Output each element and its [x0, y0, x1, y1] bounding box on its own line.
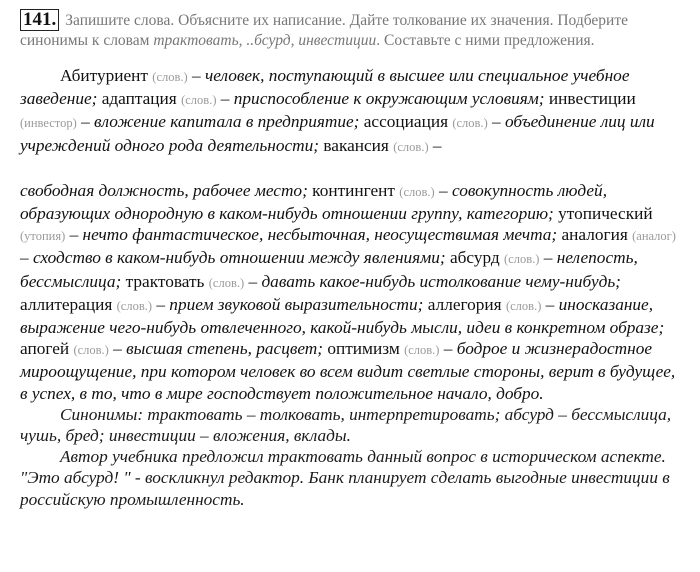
term-note: (утопия)	[20, 229, 66, 244]
definitions-paragraph-2	[20, 180, 686, 404]
term-note: (слов.)	[399, 184, 435, 199]
term-definition: свободная должность, рабочее место;	[20, 180, 308, 200]
task-number: 141.	[20, 9, 59, 31]
term-note: (слов.)	[181, 93, 217, 108]
term-note: (слов.)	[73, 343, 109, 358]
term-definition: – объединение лиц или учреждений одного рода деятельности;	[20, 112, 655, 155]
term-definition: – приспособление к окружающим условиям;	[216, 89, 545, 109]
term-definition: – иносказание, выражение чего-нибудь отвлеченного, какой-нибудь мысли, идеи в конкретном образе;	[20, 294, 665, 338]
term-word: инвестиции	[548, 89, 636, 109]
term-definition: – давать какое-нибудь истолкование чему-нибудь;	[244, 271, 621, 291]
term-word: апогей	[20, 339, 70, 359]
term-word: контингент	[312, 180, 395, 200]
term-definition: –	[428, 135, 442, 155]
task-words: трактовать, ..бсурд, инвестиции	[153, 32, 377, 49]
term-word: вакансия	[323, 135, 389, 155]
task-text: Запишите слова. Объясните их написание. Дайте толкование их значения. Подберите синонимы к словам	[20, 12, 628, 49]
term-note: (слов.)	[404, 343, 440, 358]
term-word: ассоциация	[363, 112, 449, 132]
term-note: (слов.)	[116, 298, 153, 313]
term-word: аллитерация	[20, 294, 113, 314]
term-word: Абитуриент	[60, 66, 148, 85]
term-note: (инвестор)	[20, 116, 77, 131]
term-note: (слов.)	[393, 139, 429, 154]
term-definition: – сходство в каком-нибудь отношении между явлениями;	[20, 248, 446, 268]
term-word: оптимизм	[327, 339, 400, 359]
term-definition: – совокупность людей, образующих однородную в каком-нибудь отношении группу, категорию;	[20, 180, 608, 224]
term-note: (слов.)	[505, 298, 542, 313]
term-word: утопический	[558, 204, 653, 224]
paragraph-gap	[20, 158, 686, 180]
term-definition: – нечто фантастическое, несбыточная, неосуществимая мечта;	[65, 225, 558, 245]
synonyms-paragraph: Синонимы: трактовать – толковать, интерпретировать; абсурд – бессмыслица, чушь, бред; инвестиции – вложения, вклады.	[20, 404, 672, 446]
definitions-paragraph-1	[20, 65, 686, 158]
term-note: (слов.)	[452, 116, 488, 131]
term-definition: – бодрое и жизнерадостное мироощущение, при котором человек во всем видит светлые стороны, верит в будущее, в успех, в то, что в мире господствует положительное начало, добро.	[20, 339, 676, 403]
term-word: аналогия	[561, 225, 628, 245]
term-definition: – прием звуковой выразительности;	[152, 294, 424, 314]
term-word: трактовать	[125, 271, 205, 291]
term-word: аллегория	[427, 294, 502, 314]
term-note: (слов.)	[504, 252, 540, 267]
term-note: (аналог)	[632, 229, 676, 244]
term-note: (слов.)	[152, 70, 188, 84]
term-definition: – высшая степень, расцвет;	[108, 339, 324, 359]
term-word: адаптация	[101, 89, 177, 109]
term-definition: – вложение капитала в предприятие;	[76, 112, 360, 132]
answer-body	[20, 65, 686, 510]
task-header	[20, 0, 686, 51]
term-note: (слов.)	[208, 275, 245, 290]
term-definition: – человек, поступающий в высшее или специальное учебное заведение;	[20, 66, 630, 109]
term-definition: – нелепость, бессмыслица;	[20, 248, 638, 291]
term-word: абсурд	[449, 248, 500, 268]
sentences-paragraph: Автор учебника предложил трактовать данный вопрос в историческом аспекте. "Это абсурд! " - воскликнул редактор. Банк планирует сделать выгодные инвестиции в российскую промышленность.	[20, 447, 670, 509]
task-tail: . Составьте с ними предложения.	[376, 32, 595, 49]
